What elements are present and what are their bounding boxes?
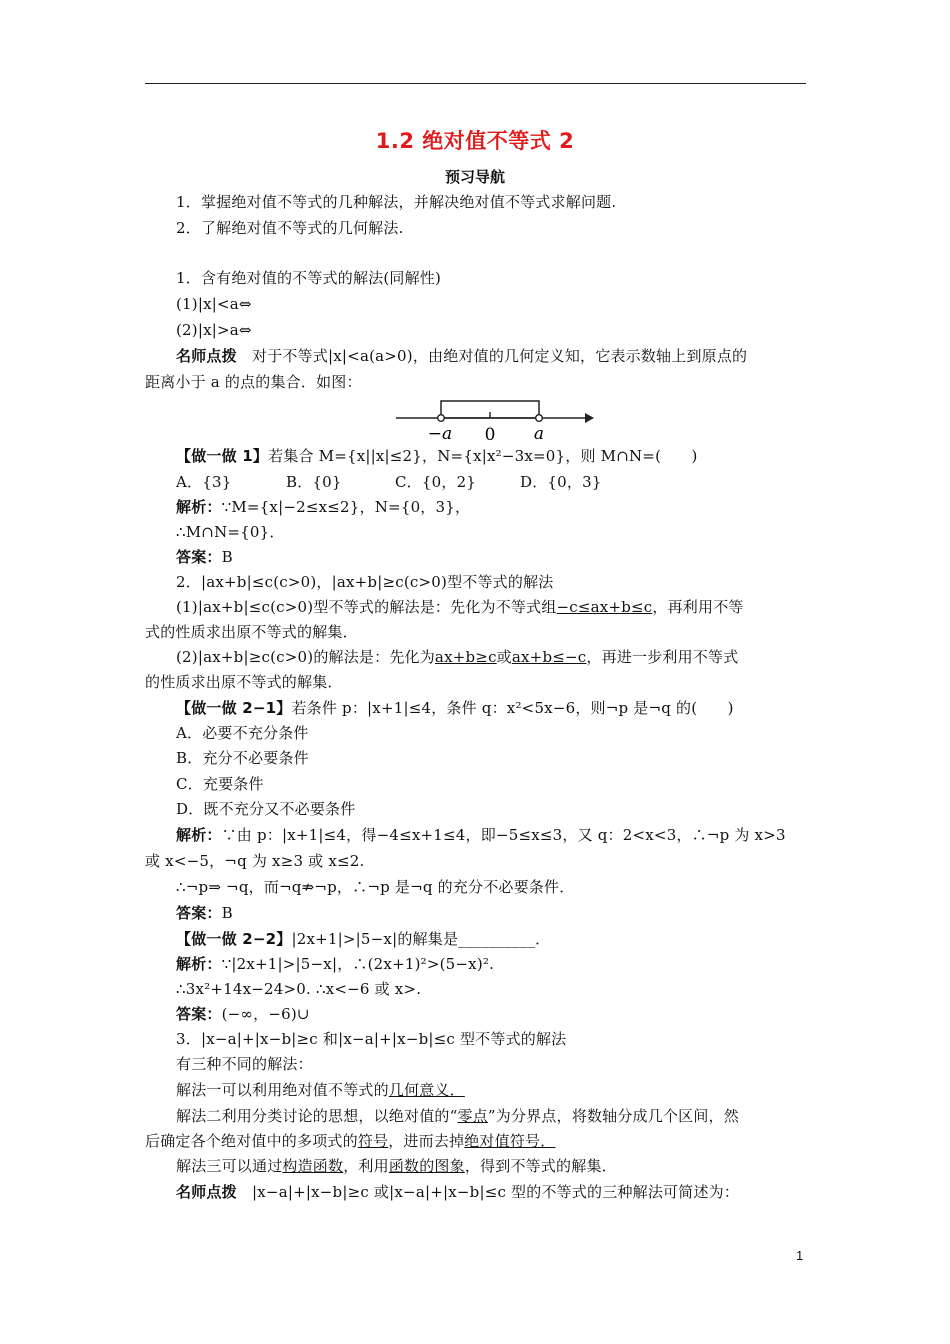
ex1-sol-label: 解析： — [176, 498, 222, 516]
sec2-p1-post: ，再利用不等 — [652, 598, 744, 616]
sec3-m2-answer2: 符号 — [357, 1132, 389, 1150]
ex1-sol-text: ∵M={x|−2≤x≤2}，N={0，3}， — [221, 498, 471, 516]
ex1-solution-1 — [176, 497, 470, 517]
number-line-figure — [390, 395, 600, 443]
sec3-m2-post: ”为分界点，将数轴分成几个区间，然 — [487, 1107, 739, 1125]
page-title: 1.2 绝对值不等式 2 — [375, 129, 575, 153]
ex22-ans-value: (−∞，−6)∪ — [221, 1005, 310, 1023]
sec2-p2-answer2: ax+b≤−c — [511, 648, 587, 666]
sec3-tip-label: 名师点拨 — [176, 1183, 237, 1201]
sec1-tip-line2: 距离小于 a 的点的集合．如图： — [145, 373, 362, 391]
goal-1: 1．掌握绝对值不等式的几种解法，并解决绝对值不等式求解问题. — [176, 193, 617, 211]
sec3-m2-answer3: 绝对值符号． — [464, 1132, 556, 1150]
sec3-m2-answer1: 零点 — [457, 1107, 488, 1125]
ex1-question — [176, 446, 698, 466]
ex22-question-text: |2x+1|>|5−x|的解集是__________． — [291, 930, 551, 948]
sec3-m2-line2-mid: ，进而去掉 — [388, 1132, 465, 1150]
label-a: a — [533, 424, 545, 443]
sec3-tip-text: |x−a|+|x−b|≥c 或|x−a|+|x−b|≤c 型的不等式的三种解法可简述为： — [236, 1183, 740, 1201]
tip-text: 对于不等式|x|<a(a>0)，由绝对值的几何定义知，它表示数轴上到原点的 — [236, 347, 748, 365]
sec3-method3 — [176, 1156, 617, 1176]
label-zero: 0 — [484, 425, 496, 443]
sec3-m3-answer2: 函数的图象 — [388, 1157, 465, 1175]
ex22-question — [176, 929, 550, 949]
ex21-label: 【做一做 2−1】 — [176, 699, 292, 717]
ex1-ans-value: B — [221, 548, 233, 566]
sec3-method2-line2 — [145, 1131, 555, 1151]
sec2-p1-line2: 式的性质求出原不等式的解集． — [145, 623, 358, 641]
ex22-sol-label: 解析： — [176, 955, 222, 973]
ex21-solution-1 — [176, 825, 786, 845]
ex21-option-d: D．既不充分又不必要条件 — [176, 800, 356, 818]
sec2-p2-answer1: ax+b≥c — [434, 648, 497, 666]
ex21-sol-label: 解析： — [176, 826, 222, 844]
sec3-intro: 有三种不同的解法： — [176, 1055, 313, 1073]
sec2-p2 — [176, 647, 738, 667]
sec3-m2-pre: 解法二利用分类讨论的思想，以绝对值的“ — [176, 1107, 458, 1125]
goal-2: 2．了解绝对值不等式的几何解法. — [176, 219, 404, 237]
ex22-label: 【做一做 2−2】 — [176, 930, 292, 948]
sec1-tip-line1 — [176, 346, 747, 366]
sec3-m2-line2-pre: 后确定各个绝对值中的多项式的 — [145, 1132, 358, 1150]
sec2-p1 — [176, 597, 744, 617]
ex1-option-b: B．{0} — [286, 473, 342, 491]
ex22-sol-text: ∵|2x+1|>|5−x|，∴(2x+1)²>(5−x)². — [221, 955, 495, 973]
sec3-method2 — [176, 1106, 739, 1126]
ex1-option-c: C．{0，2} — [395, 473, 477, 491]
sec1-item2: (2)|x|>a⇔ — [176, 321, 252, 339]
tip-label: 名师点拨 — [176, 347, 237, 365]
label-neg-a: −a — [427, 424, 453, 443]
sec1-item1: (1)|x|<a⇔ — [176, 295, 252, 313]
sec2-p2-line2: 的性质求出原不等式的解集． — [145, 673, 343, 691]
ex1-option-a: A．{3} — [176, 473, 232, 491]
open-point-left — [438, 415, 445, 422]
ex22-answer — [176, 1004, 310, 1024]
ex21-question — [176, 698, 734, 718]
sec2-p1-answer: −c≤ax+b≤c — [556, 598, 653, 616]
ex21-option-b: B．充分不必要条件 — [176, 749, 309, 767]
ex1-answer — [176, 547, 233, 567]
sec3-m3-pre: 解法三可以通过 — [176, 1157, 283, 1175]
sec1-heading: 1．含有绝对值的不等式的解法(同解性) — [176, 269, 442, 287]
sec2-p2-pre: (2)|ax+b|≥c(c>0)的解法是：先化为 — [176, 648, 435, 666]
sec3-heading: 3．|x−a|+|x−b|≥c 和|x−a|+|x−b|≤c 型不等式的解法 — [176, 1030, 567, 1048]
arrow-right-icon — [585, 413, 594, 423]
sec3-m3-answer1: 构造函数 — [282, 1157, 344, 1175]
ex21-solution-3: ∴¬p⇒ ¬q，而¬q⇏¬p，∴¬p 是¬q 的充分不必要条件． — [176, 878, 575, 896]
ex1-label: 【做一做 1】 — [176, 447, 269, 465]
sec2-p1-pre: (1)|ax+b|≤c(c>0)型不等式的解法是：先化为不等式组 — [176, 598, 557, 616]
ex21-ans-label: 答案： — [176, 904, 222, 922]
sec3-m1-pre: 解法一可以利用绝对值不等式的 — [176, 1081, 389, 1099]
ex1-option-d: D．{0，3} — [520, 473, 602, 491]
ex1-question-text: 若集合 M={x||x|≤2}，N={x|x²−3x=0}，则 M∩N=( ) — [268, 447, 698, 465]
ex1-solution-2: ∴M∩N={0}． — [176, 523, 285, 541]
ex22-ans-label: 答案： — [176, 1005, 222, 1023]
sec3-method1 — [176, 1080, 465, 1100]
open-point-right — [536, 415, 543, 422]
sec2-p2-post: ，再进一步利用不等式 — [586, 648, 739, 666]
ex1-ans-label: 答案： — [176, 548, 222, 566]
sec2-heading: 2．|ax+b|≤c(c>0)，|ax+b|≥c(c>0)型不等式的解法 — [176, 573, 554, 591]
ex21-option-c: C．充要条件 — [176, 775, 264, 793]
sec3-tip — [176, 1182, 739, 1202]
ex22-solution-2: ∴3x²+14x−24>0. ∴x<−6 或 x>. — [176, 980, 422, 998]
ex21-ans-value: B — [221, 904, 233, 922]
ex21-question-text: 若条件 p：|x+1|≤4，条件 q：x²<5x−6，则¬p 是¬q 的( ) — [291, 699, 734, 717]
page-number: 1 — [796, 1248, 804, 1263]
sec3-m1-answer: 几何意义． — [388, 1081, 465, 1099]
ex22-solution-1 — [176, 954, 494, 974]
header-rule — [145, 83, 806, 84]
sec3-m3-post: ，得到不等式的解集． — [464, 1157, 617, 1175]
sec2-p2-mid: 或 — [496, 648, 512, 666]
ex21-option-a: A．必要不充分条件 — [176, 724, 309, 742]
ex21-answer — [176, 903, 233, 923]
sec3-m3-mid: ，利用 — [343, 1157, 389, 1175]
ex21-sol-text: ∵由 p：|x+1|≤4，得−4≤x+1≤4，即−5≤x≤3，又 q：2<x<3，∴¬p 为 x>3 — [221, 826, 786, 844]
section-subtitle: 预习导航 — [444, 168, 505, 186]
ex21-solution-2: 或 x<−5，¬q 为 x≥3 或 x≤2. — [145, 852, 365, 870]
